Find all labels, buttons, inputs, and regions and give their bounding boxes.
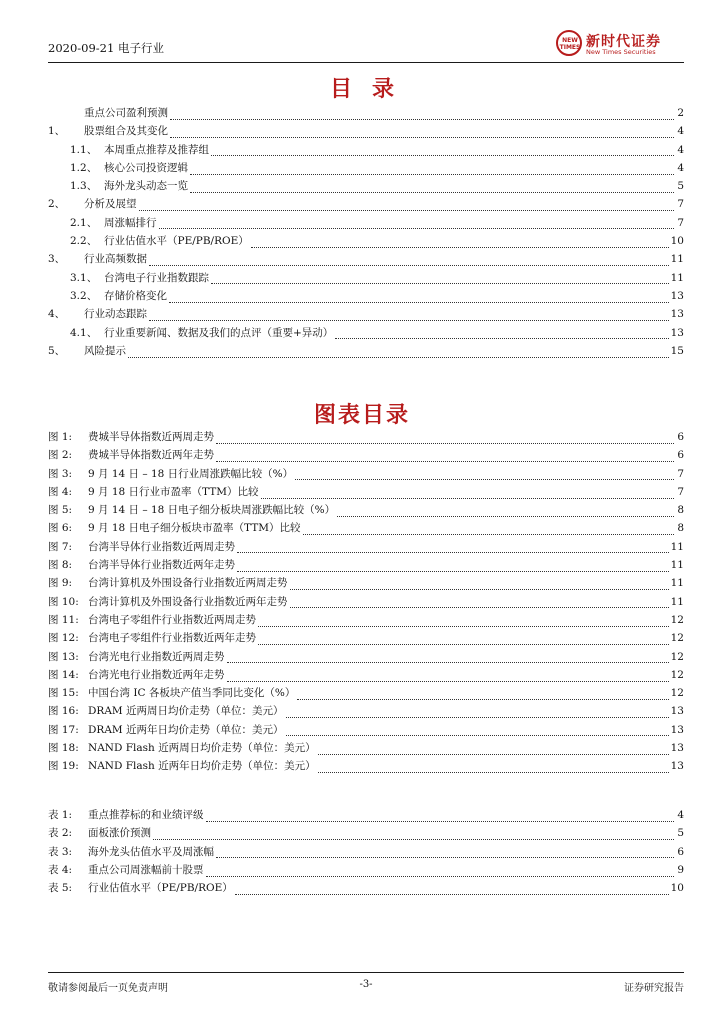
page-footer [48,972,684,993]
figure-entry-page: 12 [670,687,684,700]
toc-entry-page: 13 [670,326,684,339]
leader-dots [227,671,669,682]
figure-entry-number: 图 12: [48,632,79,645]
figure-entry[interactable] [48,739,684,757]
figure-entry-text: 台湾光电行业指数近两年走势 [88,668,225,681]
brand-name-en: New Times Securities [586,48,656,56]
leader-dots [128,347,669,358]
leader-dots [286,725,669,736]
figure-entry-page: 6 [677,449,684,462]
leader-dots [139,200,675,211]
toc-entry-text: 台湾电子行业指数跟踪 [104,271,209,284]
leader-dots [237,561,669,572]
leader-dots [237,542,669,553]
figure-entry-text: DRAM 近两年日均价走势（单位：美元） [88,723,284,736]
figure-entry[interactable] [48,611,684,629]
leader-dots [251,237,669,248]
toc-entry-page: 11 [670,253,684,266]
figure-entry-number: 图 2: [48,449,73,462]
toc-entry-number: 2.2、 [70,235,98,248]
figure-entry-page: 6 [677,431,684,443]
toc-entry-text: 海外龙头动态一览 [104,180,188,193]
leader-dots [170,109,674,120]
leader-dots [211,145,674,156]
toc-entry-text: 本周重点推荐及推荐组 [104,143,209,156]
figure-entry-text: 费城半导体指数近两年走势 [88,449,214,462]
toc-entry-number: 1.3、 [70,180,98,193]
table-entry[interactable] [48,806,684,824]
toc-entry-text: 风险提示 [84,344,126,357]
figure-entry-page: 12 [670,668,684,681]
figure-entry-text: 台湾电子零组件行业指数近两年走势 [88,632,256,645]
figure-entry-text: 9 月 18 日电子细分板块市盈率（TTM）比较 [88,522,301,535]
leader-dots [337,506,674,517]
figure-entry-text: 台湾计算机及外围设备行业指数近两年走势 [88,595,288,608]
figure-entry-number: 图 3: [48,467,73,480]
footer-page-number: -3- [359,979,373,990]
figure-entry[interactable] [48,721,684,739]
figure-entry[interactable] [48,702,684,720]
figure-entry-page: 11 [670,577,684,590]
toc-entry[interactable] [48,269,684,287]
toc-entry[interactable] [48,159,684,177]
figure-entry-page: 11 [670,559,684,572]
leader-dots [297,689,668,700]
toc-entry-text: 行业动态跟踪 [84,308,147,321]
toc-entry-number: 1.2、 [70,161,98,174]
leader-dots [206,866,675,877]
leader-dots [318,762,669,773]
table-entry-number: 表 3: [48,845,73,858]
leader-dots [286,707,669,718]
figure-entry-number: 图 15: [48,687,79,700]
table-entry-text: 行业估值水平（PE/PB/ROE） [88,882,233,895]
figure-entry-page: 12 [670,632,684,645]
figure-entry[interactable] [48,593,684,611]
figure-entry-number: 图 9: [48,577,73,590]
figure-entry-page: 7 [677,467,684,480]
toc-entry-number: 3.2、 [70,289,98,302]
figure-entry-page: 11 [670,595,684,608]
toc-entry[interactable] [48,104,684,122]
figure-entry[interactable] [48,519,684,537]
figure-entry[interactable] [48,757,684,775]
leader-dots [170,127,674,138]
toc-entry-text: 周涨幅排行 [104,216,157,229]
table-entry[interactable] [48,843,684,861]
table-entry-number: 表 1: [48,809,73,821]
figure-entry-page: 13 [670,760,684,773]
figure-entry-text: NAND Flash 近两年日均价走势（单位：美元） [88,760,316,773]
figure-entry[interactable] [48,666,684,684]
toc-entry-page: 4 [677,161,684,174]
figure-entry[interactable] [48,501,684,519]
leader-dots [216,847,674,858]
leader-dots [216,433,674,444]
toc-entry-number: 3.1、 [70,271,98,284]
toc-entry[interactable] [48,287,684,305]
page-header [48,34,684,63]
figure-entry-text: 台湾电子零组件行业指数近两周走势 [88,613,256,626]
toc-entry[interactable] [48,342,684,360]
figure-entry-page: 12 [670,613,684,626]
leader-dots [206,811,675,822]
toc-entry-text: 重点公司盈利预测 [84,107,168,119]
toc-entry-page: 13 [670,289,684,302]
leader-dots [303,524,674,535]
toc-entry-page: 15 [670,344,684,357]
figure-entry-number: 图 5: [48,504,73,517]
leader-dots [290,579,669,590]
figure-entry-number: 图 16: [48,705,79,718]
figure-entry-number: 图 19: [48,760,79,773]
figure-entry[interactable] [48,684,684,702]
figure-entry[interactable] [48,556,684,574]
figure-entry-number: 图 7: [48,540,73,553]
figure-entry[interactable] [48,629,684,647]
figure-entry-text: 9 月 14 日 – 18 日行业周涨跌幅比较（%） [88,467,294,480]
figure-entry-text: 9 月 14 日 – 18 日电子细分板块周涨跌幅比较（%） [88,504,336,517]
table-entry-number: 表 2: [48,827,73,840]
figure-entry[interactable] [48,428,684,446]
figure-entry-page: 13 [670,723,684,736]
toc-entry-number: 2、 [48,198,66,211]
figure-entry[interactable] [48,648,684,666]
toc-entry-page: 5 [677,180,684,193]
toc-title: 目录 [329,77,414,102]
figure-entry[interactable] [48,538,684,556]
toc-entry[interactable] [48,141,684,159]
toc-entry-text: 行业重要新闻、数据及我们的点评（重要+异动） [104,326,334,339]
figure-entry-page: 11 [670,540,684,553]
leader-dots [235,884,669,895]
company-logo [556,30,684,60]
toc-entry-number: 4.1、 [70,326,98,339]
table-entry-page: 4 [677,809,684,821]
figure-entry-text: 台湾半导体行业指数近两周走势 [88,540,235,553]
table-entry-number: 表 4: [48,863,73,876]
table-entry-text: 重点推荐标的和业绩评级 [88,809,204,821]
tables-list [48,806,684,897]
footer-report-type: 证券研究报告 [624,983,684,994]
figure-entry-text: NAND Flash 近两周日均价走势（单位：美元） [88,742,316,755]
toc-entry-page: 4 [677,143,684,156]
table-entry[interactable] [48,861,684,879]
figure-entry-text: DRAM 近两周日均价走势（单位：美元） [88,705,284,718]
toc-entry[interactable] [48,214,684,232]
toc-entry-number: 2.1、 [70,216,98,229]
toc-entry-text: 行业高频数据 [84,253,147,266]
toc-entry-number: 4、 [48,308,66,321]
table-entry-text: 面板涨价预测 [88,827,151,840]
toc-list [48,104,684,360]
toc-entry[interactable] [48,232,684,250]
leader-dots [318,744,669,755]
leader-dots [261,488,674,499]
figures-title: 图表目录 [313,403,410,428]
leader-dots [258,634,669,645]
figure-entry-number: 图 6: [48,522,73,535]
figure-entry-number: 图 1: [48,431,73,443]
toc-entry-page: 7 [677,216,684,229]
leader-dots [227,652,669,663]
toc-entry[interactable] [48,250,684,268]
toc-entry-text: 存储价格变化 [104,289,167,302]
leader-dots [169,292,669,303]
toc-entry-page: 13 [670,308,684,321]
figure-entry-text: 中国台湾 IC 各板块产值当季同比变化（%） [88,687,296,700]
figure-entry-text: 台湾计算机及外围设备行业指数近两周走势 [88,577,288,590]
figure-entry-page: 12 [670,650,684,663]
table-entry-page: 10 [670,882,684,895]
figure-entry-number: 图 18: [48,742,79,755]
leader-dots [295,469,674,480]
toc-entry[interactable] [48,324,684,342]
figure-entry-number: 图 4: [48,485,73,498]
toc-entry-page: 7 [677,198,684,211]
figure-entry-text: 9 月 18 日行业市盈率（TTM）比较 [88,485,259,498]
table-entry-text: 海外龙头估值水平及周涨幅 [88,845,214,858]
leader-dots [211,273,669,284]
figure-entry-number: 图 8: [48,559,73,572]
figure-entry-number: 图 11: [48,613,79,626]
toc-entry[interactable] [48,177,684,195]
toc-entry[interactable] [48,122,684,140]
leader-dots [290,597,669,608]
toc-entry-number: 3、 [48,253,66,266]
table-entry-page: 5 [677,827,684,840]
toc-entry-page: 11 [670,271,684,284]
figure-entry-page: 8 [677,504,684,517]
table-entry-page: 9 [677,863,684,876]
toc-entry-page: 10 [670,235,684,248]
brand-name-cn: 新时代证券 [586,34,661,50]
figure-entry[interactable] [48,446,684,464]
toc-entry-text: 核心公司投资逻辑 [104,161,188,174]
toc-entry-text: 行业估值水平（PE/PB/ROE） [104,235,249,248]
figure-entry[interactable] [48,574,684,592]
leader-dots [216,451,674,462]
figure-entry-page: 8 [677,522,684,535]
leader-dots [149,255,669,266]
figure-entry-page: 7 [677,485,684,498]
toc-entry-page: 4 [677,125,684,138]
toc-entry-text: 股票组合及其变化 [84,125,168,138]
figure-entry[interactable] [48,483,684,501]
footer-disclaimer: 敬请参阅最后一页免责声明 [48,983,168,994]
figure-entry-page: 13 [670,705,684,718]
header-date-sector: 2020-09-21 电子行业 [48,41,164,55]
figure-entry-page: 13 [670,742,684,755]
table-entry[interactable] [48,879,684,897]
leader-dots [258,616,669,627]
figure-entry-number: 图 10: [48,595,79,608]
figure-entry-text: 费城半导体指数近两周走势 [88,431,214,443]
figure-entry-number: 图 13: [48,650,79,663]
toc-entry[interactable] [48,195,684,213]
leader-dots [190,164,674,175]
table-entry[interactable] [48,824,684,842]
leader-dots [159,218,675,229]
figure-entry[interactable] [48,465,684,483]
table-entry-page: 6 [677,845,684,858]
leader-dots [153,829,674,840]
toc-entry-number: 1、 [48,125,66,138]
figure-entry-text: 台湾光电行业指数近两周走势 [88,650,225,663]
toc-entry-page: 2 [677,107,684,119]
toc-entry-number: 5、 [48,344,66,357]
leader-dots [335,328,668,339]
toc-entry-number: 1.1、 [70,143,98,156]
leader-dots [190,182,674,193]
toc-entry-text: 分析及展望 [84,198,137,211]
figure-entry-number: 图 17: [48,723,79,736]
toc-entry[interactable] [48,305,684,323]
figure-entry-number: 图 14: [48,668,79,681]
figure-entry-text: 台湾半导体行业指数近两年走势 [88,559,235,572]
leader-dots [149,310,669,321]
table-entry-text: 重点公司周涨幅前十股票 [88,863,204,876]
logo-emblem-icon: NEW TIMES [556,30,582,56]
figures-list [48,428,684,776]
table-entry-number: 表 5: [48,882,73,895]
